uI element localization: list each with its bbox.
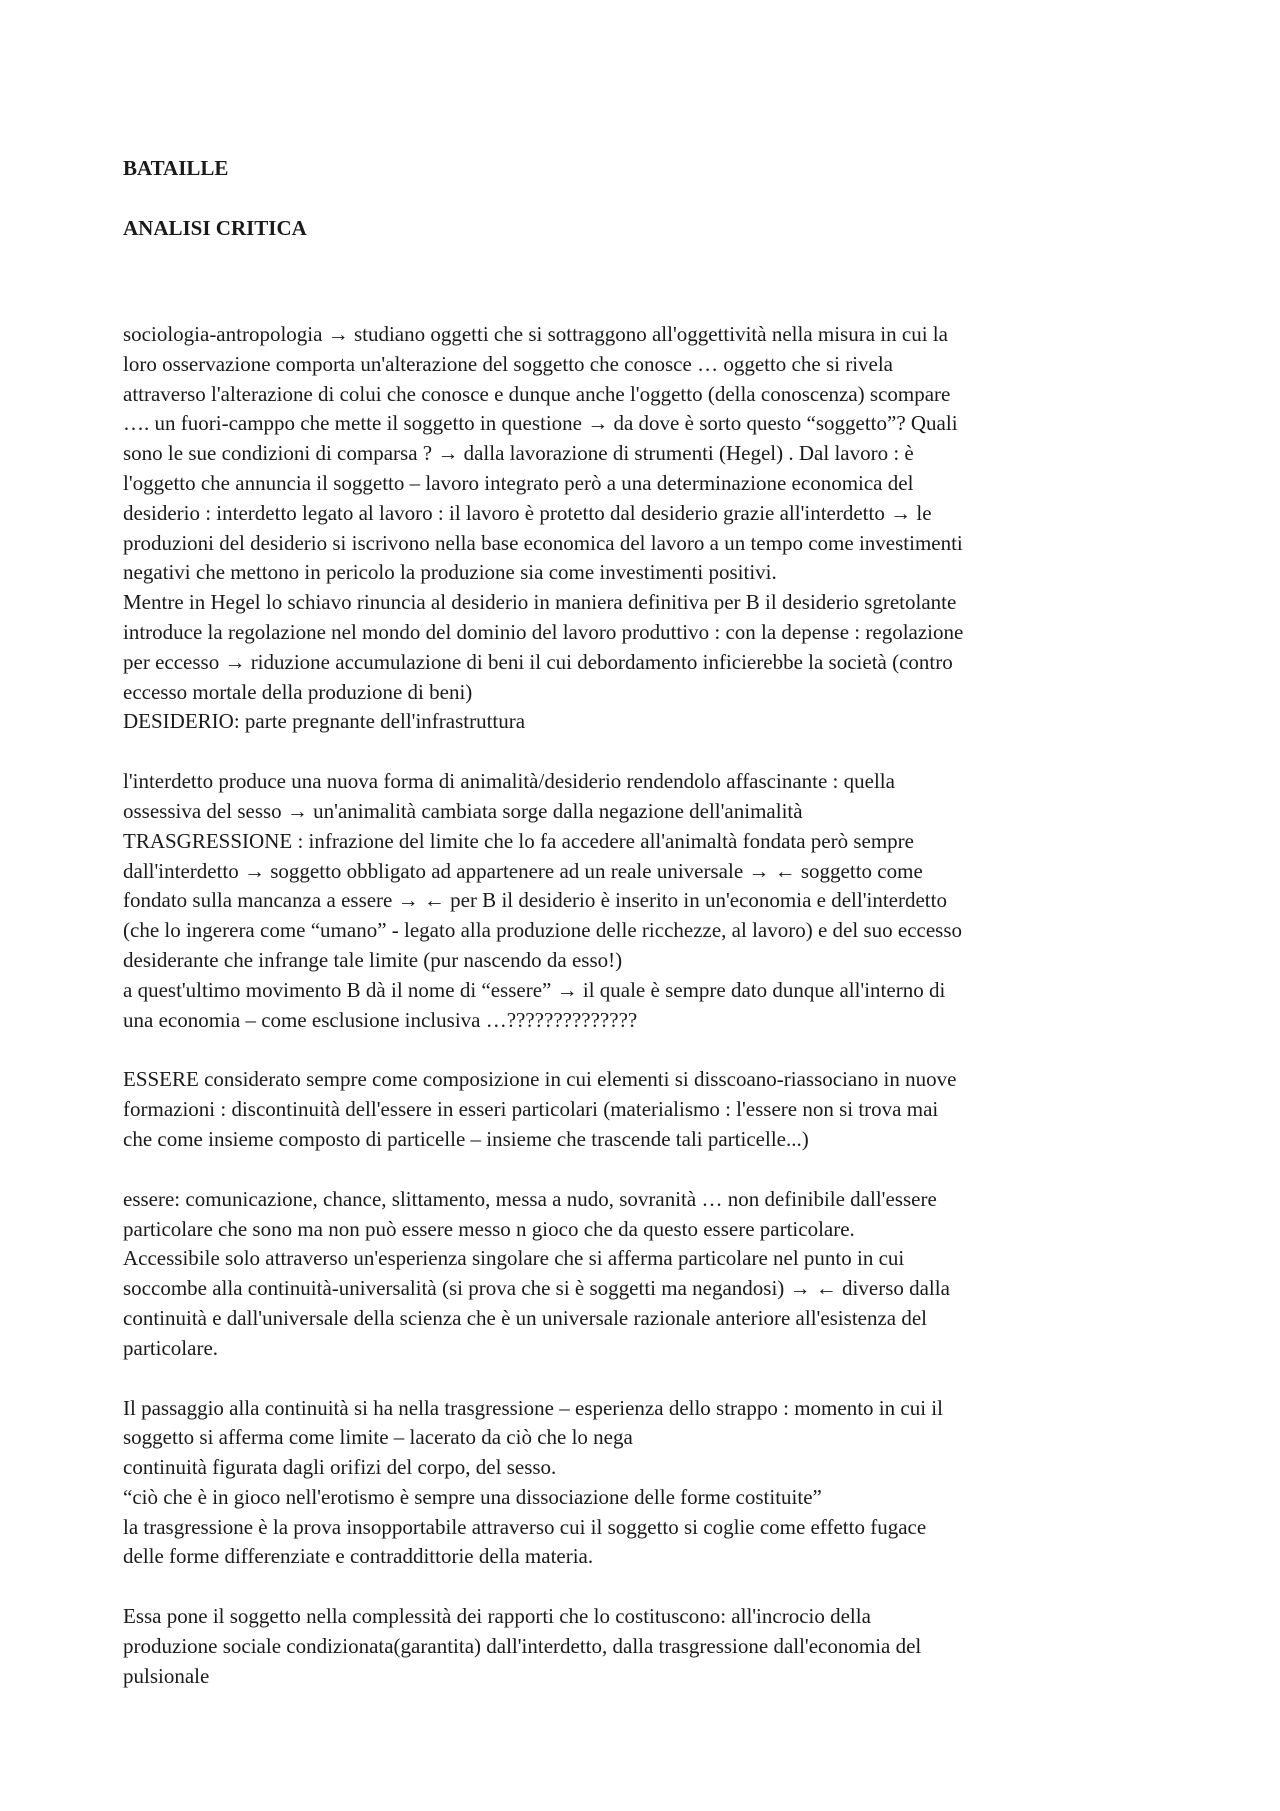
text-line: produzione sociale condizionata(garantita) dall'interdetto, dalla trasgressione dall'economia del bbox=[123, 1634, 922, 1659]
paragraph bbox=[123, 1602, 1243, 1691]
text-line: ESSERE considerato sempre come composizione in cui elementi si disscoano-riassociano in nuove bbox=[123, 1067, 957, 1092]
text-line: negativi che mettono in pericolo la produzione sia come investimenti positivi. bbox=[123, 560, 777, 585]
paragraph bbox=[123, 320, 1243, 737]
paragraph bbox=[123, 1185, 1243, 1364]
text-line: soccombe alla continuità-universalità (si prova che si è soggetti ma negandosi) → ← diverso dalla bbox=[123, 1276, 950, 1301]
text-line: sociologia-antropologia → studiano oggetti che si sottraggono all'oggettività nella misura in cui la bbox=[123, 322, 948, 346]
text-line: desiderio : interdetto legato al lavoro : il lavoro è protetto dal desiderio grazie all'interdetto → le bbox=[123, 500, 932, 525]
text-line: Essa pone il soggetto nella complessità dei rapporti che lo costituscono: all'incrocio della bbox=[123, 1604, 871, 1629]
paragraph bbox=[123, 1065, 1243, 1154]
text-line: DESIDERIO: parte pregnante dell'infrastruttura bbox=[123, 709, 526, 734]
text-line: delle forme differenziate e contraddittorie della materia. bbox=[123, 1544, 594, 1569]
text-line: desiderante che infrange tale limite (pur nascendo da esso!) bbox=[123, 947, 623, 972]
text-line: la trasgressione è la prova insopportabile attraverso cui il soggetto si coglie come effetto fugace bbox=[123, 1514, 927, 1539]
paragraph bbox=[123, 767, 1243, 1035]
document-body bbox=[123, 320, 1243, 1692]
text-line: per eccesso → riduzione accumulazione di beni il cui debordamento inficierebbe la società (contro bbox=[123, 649, 953, 674]
text-line: produzioni del desiderio si iscrivono nella base economica del lavoro a un tempo come investimenti bbox=[123, 530, 963, 555]
text-line: “ciò che è in gioco nell'erotismo è sempre una dissociazione delle forme costituite” bbox=[123, 1484, 822, 1509]
document-title: BATAILLE bbox=[123, 156, 229, 180]
text-line: particolare. bbox=[123, 1335, 219, 1360]
text-line: dall'interdetto → soggetto obbligato ad appartenere ad un reale universale → ← soggetto come bbox=[123, 858, 923, 883]
text-line: che come insieme composto di particelle – insieme che trascende tali particelle...) bbox=[123, 1126, 809, 1151]
document-subtitle: ANALISI CRITICA bbox=[123, 216, 307, 240]
text-line: soggetto si afferma come limite – lacerato da ciò che lo nega bbox=[123, 1425, 633, 1450]
text-line: l'interdetto produce una nuova forma di animalità/desiderio rendendolo affascinante : quella bbox=[123, 769, 895, 794]
text-line: Accessibile solo attraverso un'esperienza singolare che si afferma particolare nel punto in cui bbox=[123, 1246, 905, 1271]
text-line: continuità e dall'universale della scienza che è un universale razionale anteriore all'esistenza del bbox=[123, 1305, 928, 1330]
text-line: l'oggetto che annuncia il soggetto – lavoro integrato però a una determinazione economica del bbox=[123, 470, 914, 495]
text-line: continuità figurata dagli orifizi del corpo, del sesso. bbox=[123, 1455, 557, 1480]
text-line: Il passaggio alla continuità si ha nella trasgressione – esperienza dello strappo : momento in cui il bbox=[123, 1395, 943, 1420]
text-line: loro osservazione comporta un'alterazione del soggetto che conosce … oggetto che si rivela bbox=[123, 351, 894, 376]
text-line: particolare che sono ma non può essere messo n gioco che da questo essere particolare. bbox=[123, 1216, 855, 1241]
text-line: a quest'ultimo movimento B dà il nome di “essere” → il quale è sempre dato dunque all'interno di bbox=[123, 977, 946, 1002]
text-line: introduce la regolazione nel mondo del dominio del lavoro produttivo : con la depense : regolazione bbox=[123, 619, 964, 644]
text-line: essere: comunicazione, chance, slittamento, messa a nudo, sovranità … non definibile dall'essere bbox=[123, 1186, 937, 1211]
text-line: fondato sulla mancanza a essere → ← per B il desiderio è inserito in un'economia e dell'interdetto bbox=[123, 888, 947, 913]
text-line: TRASGRESSIONE : infrazione del limite che lo fa accedere all'animaltà fondata però sempre bbox=[123, 828, 914, 853]
text-line: eccesso mortale della produzione di beni) bbox=[123, 679, 473, 704]
document-content bbox=[123, 153, 1243, 1692]
text-line: pulsionale bbox=[123, 1663, 210, 1688]
paragraph bbox=[123, 1394, 1243, 1573]
text-line: …. un fuori-camppo che mette il soggetto in questione → da dove è sorto questo “soggetto”? Quali bbox=[123, 411, 958, 436]
text-line: attraverso l'alterazione di colui che conosce e dunque anche l'oggetto (della conoscenza) scompare bbox=[123, 381, 951, 406]
text-line: formazioni : discontinuità dell'essere in esseri particolari (materialismo : l'essere non si trova mai bbox=[123, 1097, 939, 1122]
text-line: ossessiva del sesso → un'animalità cambiata sorge dalla negazione dell'animalità bbox=[123, 798, 803, 823]
text-line: Mentre in Hegel lo schiavo rinuncia al desiderio in maniera definitiva per B il desiderio sgretolante bbox=[123, 590, 957, 615]
text-line: sono le sue condizioni di comparsa ? → dalla lavorazione di strumenti (Hegel) . Dal lavoro : è bbox=[123, 441, 914, 466]
text-line: una economia – come esclusione inclusiva …?????????????? bbox=[123, 1007, 638, 1032]
text-line: (che lo ingerera come “umano” - legato alla produzione delle ricchezze, al lavoro) e del suo eccesso bbox=[123, 918, 962, 943]
